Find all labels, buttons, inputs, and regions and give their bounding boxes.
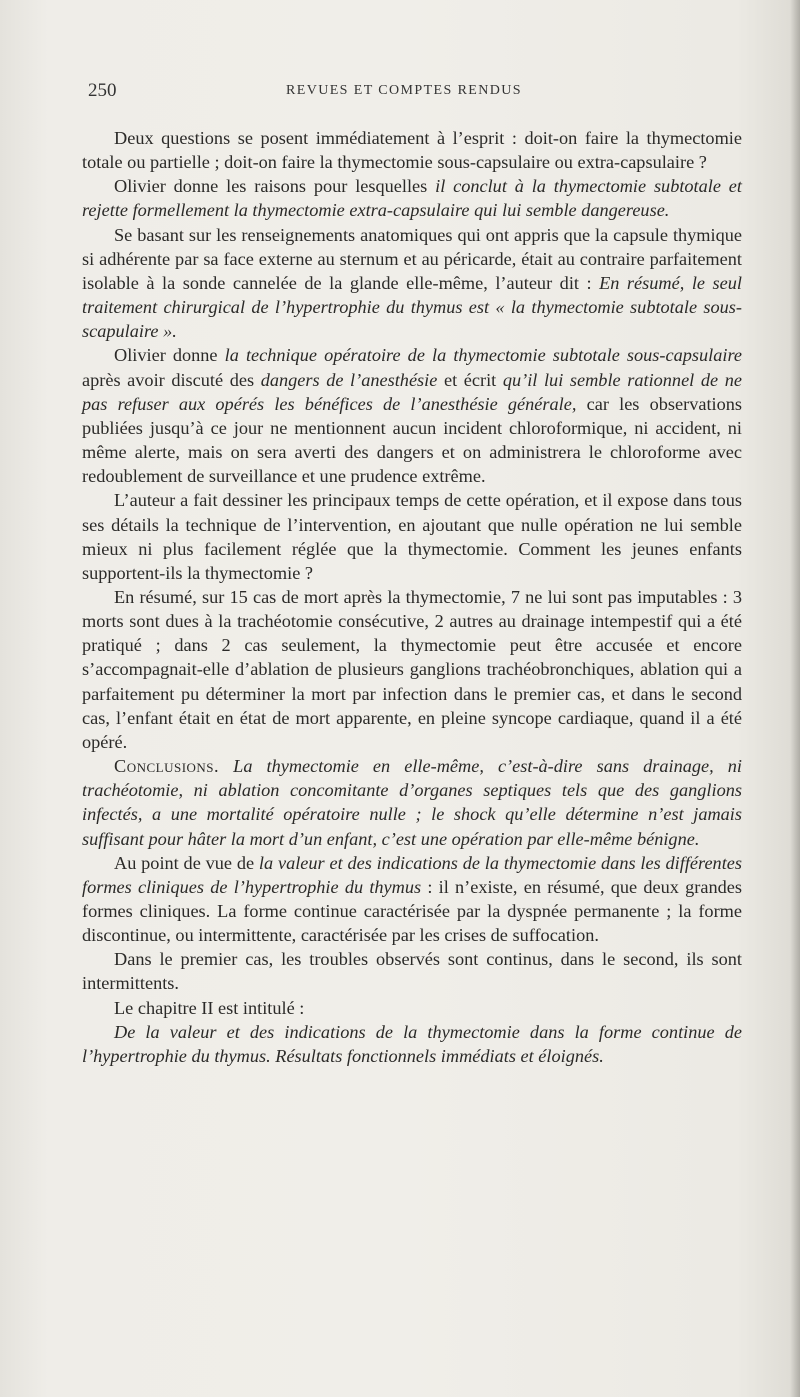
text-segment: L’auteur a fait dessiner les principaux temps de cette opération, et il expose dans tous ses détails la technique de l’intervention, en ajoutant que nulle opération ne lui semble mieux ni plus facilement réglée que la thymectomie. Comment les jeunes enfants supportent-ils la thymectomie ? (82, 490, 742, 583)
paragraph (82, 343, 742, 488)
text-segment: car les observations publiées jusqu’à ce jour ne mentionnent aucun incident chloroformique, ni accident, ni même alerte, mais on sera averti des dangers et on administrera le chloroforme avec redoublement de surveillance et une prudence extrême. (82, 393, 743, 487)
paragraph (82, 996, 742, 1020)
italic-text: la technique opératoire de la thymectomie subtotale sous-capsulaire (224, 345, 742, 366)
italic-text: De la valeur et des indications de la thymectomie dans la forme continue de l’hypertrophie du thymus. Résultats fonctionnels immédiats et éloignés. (82, 1021, 742, 1066)
text-segment: Olivier donne les raisons pour lesquelles (114, 176, 436, 197)
paragraph (82, 851, 742, 948)
italic-text: En résumé, le seul traitement chirurgical de l’hypertrophie du thymus est « la thymectomie subtotale sous-scapulaire ». (82, 272, 742, 342)
body-text (82, 126, 742, 1068)
page-number: 250 (88, 80, 117, 101)
paragraph (82, 174, 742, 222)
section-label: Conclusions. (114, 756, 220, 777)
text-segment: Le chapitre II est intitulé : (114, 997, 305, 1018)
text-segment: Dans le premier cas, les troubles observés sont continus, dans le second, ils sont intermittents. (82, 949, 742, 994)
page-header (88, 80, 748, 106)
text-segment: Deux questions se posent immédiatement à l’esprit : doit-on faire la thymectomie totale ou partielle ; doit-on faire la thymectomie sous-capsulaire ou extra-capsulaire ? (82, 128, 742, 173)
paragraph (82, 754, 742, 851)
italic-text: il conclut à la thymectomie subtotale et rejette formellement la thymectomie extra-capsulaire qui lui semble dangereuse. (82, 176, 742, 221)
text-segment (219, 756, 233, 776)
paragraph (82, 585, 742, 754)
text-segment: et écrit (437, 369, 503, 390)
text-segment: Au point de vue de (114, 852, 259, 873)
paragraph (82, 488, 742, 585)
paragraph (82, 126, 742, 174)
text-segment: après avoir discuté des (82, 369, 261, 390)
text-segment: Olivier donne (114, 345, 225, 366)
text-segment: Se basant sur les renseignements anatomiques qui ont appris que la capsule thymique si adhérente par sa face externe au sternum et au péricarde, était au contraire parfaitement isolable à la sonde cannelée de la glande elle-même, l’auteur dit : (82, 224, 742, 293)
italic-text: La thymectomie en elle-même, c’est-à-dire sans drainage, ni trachéotomie, ni ablation concomitante d’organes septiques tels que des ganglions infectés, a une mortalité opératoire nulle ; le shock qu’elle détermine n’est jamais suffisant pour hâter la mort d’un enfant, c’est une opération par elle-même bénigne. (82, 756, 742, 849)
italic-text: qu’il lui semble rationnel de ne pas refuser aux opérés les bénéfices de l’anesthésie générale, (82, 369, 742, 414)
paragraph (82, 1020, 742, 1068)
italic-text: la valeur et des indications de la thymectomie dans les différentes formes cliniques de l’hypertrophie du thymus (82, 852, 743, 897)
text-segment: En résumé, sur 15 cas de mort après la thymectomie, 7 ne lui sont pas imputables : 3 morts sont dues à la trachéotomie consécutive, 2 autres au drainage intempestif qui a été pratiqué ; dans 2 cas seulement, la thymectomie peut être accusée et encore s’accompagnait-elle d’ablation de plusieurs ganglions trachéobronchiques, ablation qui a parfaitement pu déterminer la mort par infection dans le premier cas, et dans le second cas, l’enfant était en état de mort apparente, en pleine syncope cardiaque, quand il a été opéré. (82, 586, 742, 752)
italic-text: dangers de l’anesthésie (260, 369, 438, 390)
page-edge-shadow (790, 0, 800, 1397)
text-segment: : il n’existe, en résumé, que deux grandes formes cliniques. La forme continue caractérisée par la dyspnée permanente ; la forme discontinue, ou intermittente, caractérisée par les crises de suffocation. (82, 876, 743, 946)
paragraph (82, 223, 742, 344)
paragraph (82, 947, 742, 995)
running-title: REVUES ET COMPTES RENDUS (286, 83, 522, 98)
